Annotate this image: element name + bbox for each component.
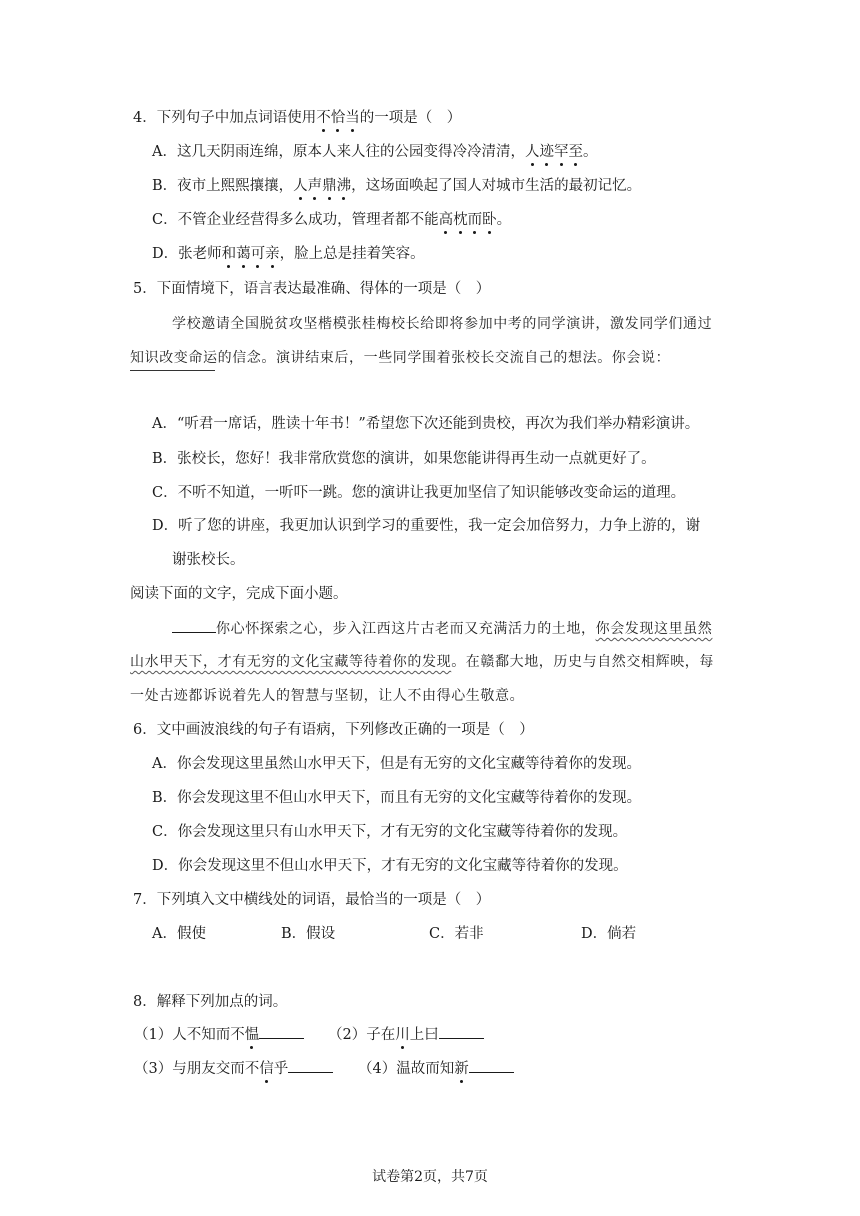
emphasis-dot-text: 川 — [395, 1027, 410, 1043]
question-5-option-d-line-2: 谢张校长。 — [172, 552, 245, 568]
wavy-underlined-sentence: 你会发现这里虽然 — [595, 621, 713, 637]
emphasis-dot-text: 新 — [454, 1061, 469, 1077]
question-5-scenario-line-2: 知识改变命运的信念。演讲结束后，一些同学围着张校长交流自己的想法。你会说： — [130, 350, 671, 366]
answer-blank — [439, 1024, 484, 1039]
reading-intro: 阅读下面的文字，完成下面小题。 — [130, 586, 348, 602]
question-5-option-c: C．不听不知道，一听吓一跳。您的演讲让我更加坚信了知识能够改变命运的道理。 — [152, 485, 686, 501]
question-5-option-d-line-1: D．听了您的讲座，我更加认识到学习的重要性，我一定会加倍努力，力争上游的，谢 — [152, 518, 701, 534]
passage-line-2: 山水甲天下，才有无穷的文化宝藏等待着你的发现。在赣鄱大地，历史与自然交相辉映，每 — [130, 654, 715, 670]
page-footer: 试卷第2页，共7页 — [372, 1169, 488, 1185]
fill-blank — [172, 618, 216, 633]
question-5-option-a: A．“听君一席话，胜读十年书！”希望您下次还能到贵校，再次为我们举办精彩演讲。 — [152, 416, 700, 432]
question-6-option-d: D．你会发现这里不但山水甲天下，才有无穷的文化宝藏等待着你的发现。 — [152, 858, 628, 874]
question-6-option-b: B．你会发现这里不但山水甲天下，而且有无穷的文化宝藏等待着你的发现。 — [152, 790, 642, 806]
answer-blank-line — [130, 370, 215, 371]
question-5-scenario-line-1: 学校邀请全国脱贫攻坚楷模张桂梅校长给即将参加中考的同学演讲，激发同学们通过 — [172, 316, 713, 332]
emphasis-dot-text: 人声鼎沸 — [293, 178, 352, 194]
question-5-stem: 5．下面情境下，语言表达最准确、得体的一项是（ ） — [133, 281, 491, 297]
answer-blank — [469, 1058, 514, 1073]
wavy-underlined-sentence: 山水甲天下，才有无穷的文化宝藏等待着你的发现 — [130, 654, 452, 670]
question-7-option-b: B．假设 — [281, 926, 336, 942]
passage-line-1: 你心怀探索之心，步入江西这片古老而又充满活力的土地，你会发现这里虽然 — [172, 618, 712, 639]
question-7-option-d: D．倘若 — [581, 926, 637, 942]
passage-line-3: 一处古迹都诉说着先人的智慧与坚韧，让人不由得心生敬意。 — [130, 688, 525, 704]
question-8-item-4: （4）温故而知新 — [358, 1058, 514, 1079]
question-8-stem: 8．解释下列加点的词。 — [133, 994, 288, 1010]
emphasis-dot-text: 愠 — [244, 1027, 260, 1043]
question-4-option-a: A．这几天阴雨连绵，原本人来人往的公园变得冷冷清清，人迹罕至。 — [152, 144, 598, 160]
question-7-option-a: A．假使 — [152, 926, 206, 942]
question-8-item-1: （1）人不知而不愠 — [134, 1024, 304, 1045]
answer-blank — [259, 1024, 304, 1039]
question-4-option-b: B．夜市上熙熙攘攘，人声鼎沸，这场面唤起了国人对城市生活的最初记忆。 — [152, 178, 642, 194]
emphasis-dot-text: 和蔼可亲 — [221, 246, 280, 262]
question-8-item-2: （2）子在川上曰 — [328, 1024, 484, 1045]
emphasis-dot-text: 不恰当 — [316, 110, 360, 126]
question-4-option-d: D．张老师和蔼可亲，脸上总是挂着笑容。 — [152, 246, 425, 262]
emphasis-dot-text: 高枕而卧 — [438, 212, 497, 228]
answer-blank — [288, 1058, 333, 1073]
question-6-stem: 6．文中画波浪线的句子有语病，下列修改正确的一项是（ ） — [133, 722, 534, 738]
question-6-option-c: C．你会发现这里只有山水甲天下，才有无穷的文化宝藏等待着你的发现。 — [152, 824, 628, 840]
question-7-option-c: C．若非 — [429, 926, 484, 942]
question-5-option-b: B．张校长，您好！我非常欣赏您的演讲，如果您能讲得再生动一点就更好了。 — [152, 451, 656, 467]
question-4-option-c: C．不管企业经营得多么成功，管理者都不能高枕而卧。 — [152, 212, 512, 228]
question-4-stem: 4．下列句子中加点词语使用不恰当的一项是（ ） — [133, 110, 462, 126]
question-8-item-3: （3）与朋友交而不信乎 — [134, 1058, 333, 1079]
emphasis-dot-text: 信 — [259, 1061, 274, 1077]
emphasis-dot-text: 人迹罕至 — [524, 144, 583, 160]
question-7-stem: 7．下列填入文中横线处的词语，最恰当的一项是（ ） — [133, 892, 491, 908]
question-6-option-a: A．你会发现这里虽然山水甲天下，但是有无穷的文化宝藏等待着你的发现。 — [152, 756, 641, 772]
